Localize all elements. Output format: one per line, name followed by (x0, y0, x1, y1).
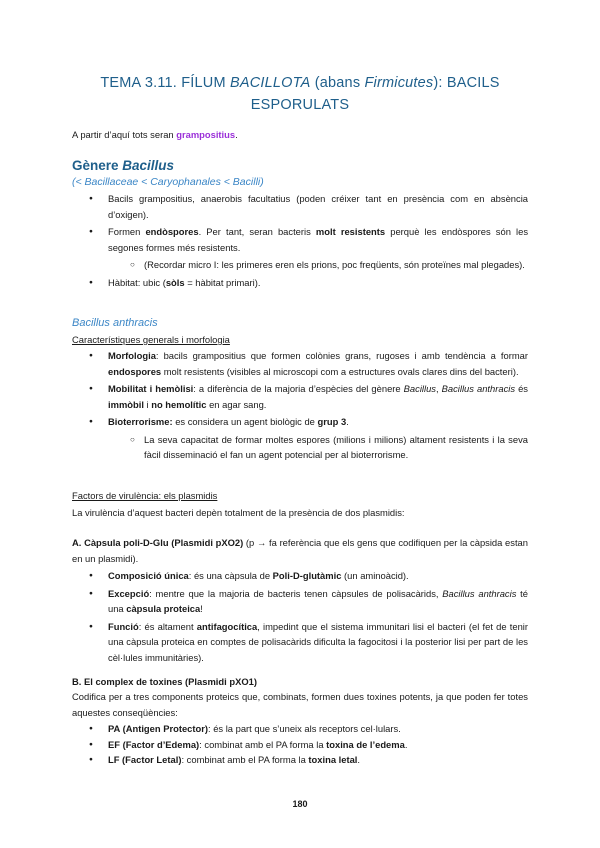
page-number: 180 (292, 799, 308, 809)
list-item (72, 224, 528, 255)
item-text: : és una càpsula de (188, 570, 273, 581)
item-bold: PA (Antigen Protector) (108, 723, 208, 734)
list-item (72, 737, 528, 753)
item-bold: Funció (108, 620, 139, 632)
list-item (72, 348, 528, 379)
item-bold: LF (Factor Letal) (108, 754, 182, 765)
item-text: és (515, 383, 528, 394)
item-text: i (143, 398, 152, 410)
item-text: (un aminoàcid). (341, 570, 409, 581)
item-text: : mentre que la majoria de bacteris tenen càpsules de polisacàrids, (149, 587, 443, 599)
item-bold: endòspores (145, 226, 199, 237)
item-text: perquè les endòspores són les segones formes més resistents. (108, 226, 529, 253)
capsule-heading-bold: A. Càpsula poli-D-Glu (Plasmidi pXO2) (72, 537, 244, 548)
item-text: : combinat amb el PA forma la (199, 738, 327, 750)
item-text: ! (200, 603, 203, 614)
item-text: molt resistents (visibles al microscopi com a estructures ovals clares dins del bacteri). (161, 365, 519, 377)
genus-bullet-list (72, 191, 528, 290)
item-text: , impedint que el sistema immunitari lisi el bacteri (el fet de tenir una càpsula proteica en comptes de polisacàrids dificulta la fagocitosi i la posterior lisi per part de les cèl·lules immunitàries). (108, 620, 528, 663)
item-bold: Composició única (108, 570, 189, 581)
item-bold: Bioterrorisme: (108, 416, 173, 427)
item-text: . (404, 738, 408, 750)
toxins-list (72, 721, 528, 768)
item-text: La seva capacitat de formar moltes espores (milions i milions) altament resistents i la seva fàcil disseminació el fan un agent potencial per al bioterrorisme. (144, 433, 528, 460)
list-item (72, 414, 528, 430)
title-text: TEMA 3.11. FÍLUM (100, 75, 230, 91)
item-text: : a diferència de la majoria d’espècies del gènere (193, 383, 404, 394)
item-bold: EF (Factor d’Edema) (108, 738, 200, 750)
title-text: ESPORULATS (250, 97, 350, 113)
genus-heading-text: Gènere (72, 158, 123, 173)
title-italic: BACILLOTA (229, 75, 311, 91)
sub-list-item (72, 257, 528, 273)
page-title (60, 72, 540, 116)
intro-text: A partir d’aquí tots seran (72, 129, 177, 140)
list-item (72, 381, 528, 412)
capsule-heading-text: (p → fa referència que els gens que codifiquen per la càpsida estan en un plasmidi). (72, 537, 528, 564)
item-text: : bacils grampositius que formen colònies grans, rugoses i amb tendència a formar (155, 350, 528, 361)
item-text: : combinat amb el PA forma la (181, 754, 309, 765)
list-item (72, 721, 528, 737)
item-bold: sòls (165, 276, 185, 288)
item-text: (Recordar micro I: les primeres eren els prions, poc freqüents, són proteïnes mal plegades). (144, 259, 525, 270)
list-item (72, 568, 528, 584)
item-text: : és altament (138, 620, 197, 632)
item-text: . (357, 754, 361, 765)
item-bold: endospores (108, 365, 162, 377)
item-text: . (346, 416, 349, 427)
toxins-intro: Codifica per a tres components proteics que, combinats, formen dues toxines potents, ja que poden fer totes aquestes conseqüències: (72, 691, 528, 718)
item-bold: Morfologia (108, 350, 156, 361)
item-text: Bacils grampositius, anaerobis facultatius (poden créixer tant en presència com en absència d’oxigen). (108, 193, 528, 220)
genus-heading (72, 158, 174, 173)
genus-heading-italic: Bacillus (122, 158, 175, 173)
item-bold: antifagocítica (196, 620, 258, 632)
item-italic: Bacillus anthracis (441, 383, 516, 394)
list-item (72, 752, 528, 768)
toxins-heading-bold: B. El complex de toxines (Plasmidi pXO1) (72, 676, 257, 687)
item-bold: Poli-D-glutàmic (272, 570, 342, 581)
item-text: . Per tant, seran bacteris (198, 226, 316, 237)
title-text: ): BACILS (433, 75, 500, 91)
item-text: té una (108, 587, 528, 614)
title-text: (abans (310, 75, 365, 91)
list-item (72, 586, 528, 617)
item-text: , (435, 383, 442, 394)
intro-text: . (235, 129, 238, 140)
intro-paragraph (72, 127, 528, 143)
item-text: en agar sang. (206, 398, 267, 410)
item-bold: Mobilitat i hemòlisi (108, 383, 194, 394)
item-bold: toxina de l’edema (326, 738, 405, 750)
item-italic: Bacillus (403, 383, 436, 394)
item-italic: Bacillus anthracis (442, 587, 517, 599)
item-text: : és la part que s’uneix als receptors cel·lulars. (208, 723, 401, 734)
list-item (72, 619, 528, 666)
item-text: es considera un agent biològic de (172, 416, 318, 427)
title-italic: Firmicutes (364, 75, 434, 91)
morphology-list (72, 348, 528, 463)
section-heading: Factors de virulència: els plasmidis (72, 490, 218, 501)
item-bold: toxina letal (308, 754, 358, 765)
item-text: = hàbitat primari). (184, 276, 261, 288)
virulence-intro: La virulència d’aquest bacteri depèn totalment de la presència de dos plasmidis: (72, 507, 405, 518)
item-bold: grup 3 (317, 416, 347, 427)
item-text: Formen (108, 226, 146, 237)
capsule-heading (72, 535, 528, 566)
sub-list-item (72, 432, 528, 463)
intro-highlight: grampositius (176, 129, 236, 140)
list-item (72, 275, 528, 291)
species-heading: Bacillus anthracis (72, 317, 158, 329)
section-heading: Característiques generals i morfologia (72, 334, 230, 345)
capsule-list (72, 568, 528, 665)
item-bold: no hemolític (151, 398, 207, 410)
list-item (72, 191, 528, 222)
item-text: Hàbitat: ubic ( (108, 276, 166, 288)
item-bold: molt resistents (315, 226, 386, 237)
toxins-heading (72, 674, 528, 690)
item-bold: immòbil (108, 398, 144, 410)
item-bold: Excepció (108, 587, 150, 599)
item-bold: càpsula proteica (126, 603, 201, 614)
genus-taxonomy: (< Bacillaceae < Caryophanales < Bacilli) (72, 176, 264, 188)
